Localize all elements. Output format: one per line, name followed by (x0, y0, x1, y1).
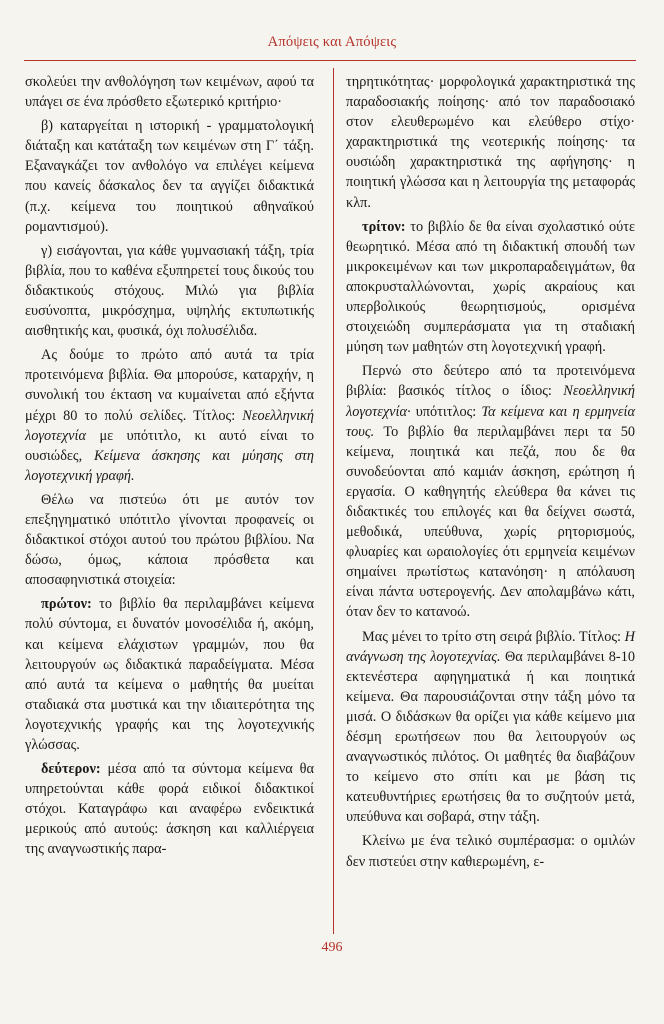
paragraph: β) καταργείται η ιστορική - γραμματολογική διάταξη και κατάταξη των κειμένων στη Γ΄ τάξη. Εξαναγκάζει τον ανθολόγο να επιλέγει κείμενα που κανείς δάσκαλος δεν τα αγγίζει διδακτικά (π.χ. κείμενα του ποιητικού αθηναϊκού ρομαντισμού). (25, 118, 314, 235)
paragraph: Κλείνω με ένα τελικό συμπέρασμα: ο ομιλών δεν πιστεύει στην καθιερωμένη, ε- (346, 833, 635, 870)
italic-subtitle: Τα κείμενα και η ερμηνεία τους. (346, 403, 635, 440)
left-column (25, 72, 314, 864)
paragraph (25, 594, 314, 755)
column-divider (333, 68, 334, 934)
bold-term: τρίτον: (362, 218, 406, 235)
italic-title: Η ανάγνωση της λογοτεχνίας. (346, 628, 635, 665)
paragraph (346, 361, 635, 622)
paragraph: σκολεύει την ανθολόγηση των κειμένων, αφού τα υπάγει σε ένα πρόσθετο εξωτερικό κριτήριο· (25, 74, 314, 111)
bold-term: δεύτερον: (41, 761, 101, 778)
running-header: Απόψεις και Απόψεις (267, 34, 397, 50)
paragraph (25, 759, 314, 859)
page-number: 496 (321, 940, 343, 955)
paragraph: γ) εισάγονται, για κάθε γυμνασιακή τάξη, τρία βιβλία, που το καθένα εξυπηρετεί τους δικούς του διδακτικούς στόχους. Μιλώ για βιβλία ευσύνοπτα, μικρόσχημα, υψηλής εκτυπωτικής αισθητικής και, φυσικά, όχι πολυσέλιδα. (25, 242, 314, 340)
paragraph (346, 627, 635, 828)
text-run: Το βιβλίο θα περιλαμβάνει περι τα 50 κείμενα, ποιητικά και πεζά, που δε θα συνοδεύονται από καμιάν άσκηση, ερώτηση ή εργασία. Ο καθηγητής ελεύθερα θα κάνει τις διδακτικές του επιλογές και θα δείχνει σωστά, μεθοδικά, υπεύθυνα, χωρίς ρητορισμούς, φλυαρίες και ωραιολογίες ότι ερμηνεία κειμένων σημαίνει πρωτίστως κατανόηση· η απόλαυση είναι πάντα υστερογενής. Δεν απολαμβάνω κάτι, όταν δεν το κατανοώ. (346, 423, 635, 621)
header-rule (24, 60, 636, 61)
italic-title: Νεοελληνική λογοτεχνία (25, 407, 314, 444)
text-run: υπότιτλος: (410, 403, 482, 420)
paragraph: τηρητικότητας· μορφολογικά χαρακτηριστικά της παραδοσιακής ποίησης· από τον παραδοσιακό στον ελευθερωμένο και ελεύθερο στίχο· χαρακτηριστικά της νεοτερικής ποίησης· τα ουσιώδη χαρακτηριστικά της αφήγησης· η ποιητική γλώσσα και η λειτουργία της μεταφοράς κλπ. (346, 74, 635, 211)
text-run: Ας δούμε το πρώτο από αυτά τα τρία προτεινόμενα βιβλία. Θα μπορούσε, καταρχήν, η συνολική του έκταση να κυμαίνεται από εξήντα μέχρι 80 το πολύ σελίδες. Τίτλος: (25, 347, 314, 424)
text-run: το βιβλίο δε θα είναι σχολαστικό ούτε θεωρητικό. Μέσα από τη διδακτική σπουδή των μικροκειμένων και των μικροπαραδειγμάτων, θα αποκρυσταλλώνονται, χωρίς ακραίους και υπερβολικούς θεωρητισμούς, ορισμένα στοιχειώδη συμπεράσματα για τη σταδιακή μύηση των μαθητών στη λογοτεχνική γραφή. (346, 218, 635, 356)
italic-subtitle: Κείμενα άσκησης και μύησης στη λογοτεχνική γραφή. (25, 447, 314, 484)
text-run: Μας μένει το τρίτο στη σειρά βιβλίο. Τίτλος: (362, 628, 625, 645)
text-run: με υπότιτλο, κι αυτό είναι το ουσιώδες, (25, 427, 314, 464)
text-run: το βιβλίο θα περιλαμβάνει κείμενα πολύ σύντομα, ει δυνατόν μονοσέλιδα ή, ακόμη, και κείμενα ελάχιστων γραμμών, που θα λειτουργούν ως διδακτικά παραδείγματα. Μέσα από αυτά τα κείμενα ο μαθητής θα μυείται σταδιακά στα μυστικά και την ιδιαιτερότητα της λογοτεχνικής γραφής και της λογοτεχνικής γλώσσας. (25, 596, 314, 753)
text-run: Θα περιλαμβάνει 8-10 εκτενέστερα αφηγηματικά ή και ποιητικά κείμενα. Θα παρουσιάζονται στην τάξη μόνο τα μισά. Ο διδάσκων θα ορίζει για κάθε κείμενο μια δέσμη ερωτήσεων που θα λειτουργούν ως αναγνωστικός πιλότος. Οι μαθητές θα διαβάζουν το κείμενο στο σπίτι και με βάση τις κατευθυντήριες ερωτήσεις θα το συζητούν μετά, υπεύθυνα και σοβαρά, στην τάξη. (346, 648, 635, 826)
paragraph (346, 217, 635, 358)
text-run: μέσα από τα σύντομα κείμενα θα υπηρετούνται κάθε φορά ειδικοί διδακτικοί στόχοι. Καταγράφω και αναφέρω ενδεικτικά μερικούς από αυτούς: άσκηση και καλλιέργεια της αναγνωστικής παρα- (25, 761, 314, 858)
paragraph: Θέλω να πιστεύω ότι με αυτόν τον επεξηγηματικό υπότιτλο γίνονται προφανείς οι διδακτικοί στόχοι αυτού του πρώτου βιβλίου. Να δώσω, όμως, κάποια πρόσθετα και αποσαφηνιστικά στοιχεία: (25, 491, 314, 589)
italic-title: Νεοελληνική λογοτεχνία· (346, 383, 635, 420)
text-run: Περνώ στο δεύτερο από τα προτεινόμενα βιβλία: βασικός τίτλος ο ίδιος: (346, 363, 635, 400)
right-column (346, 72, 635, 876)
paragraph (25, 345, 314, 486)
bold-term: πρώτον: (41, 596, 92, 613)
